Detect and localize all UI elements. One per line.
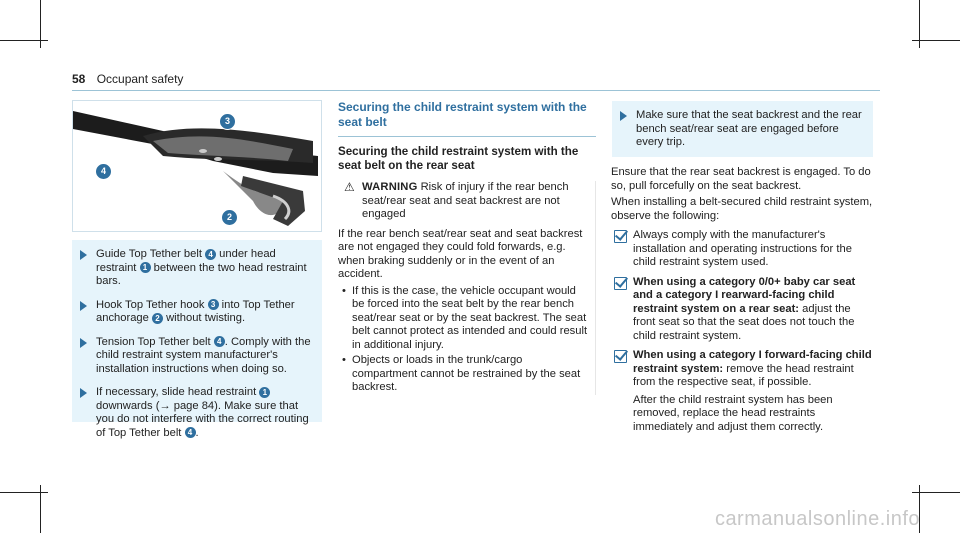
- crop-mark: [912, 40, 960, 41]
- warning-label: WARNING: [362, 181, 418, 193]
- warning-box: [338, 181, 596, 395]
- checklist-item: When using a category I forward-facing child restraint system: remove the head restraint from the respective seat, if possible. After the child restraint system has been removed, replace the head restraints immediately and adjust them correctly.: [611, 349, 873, 434]
- step-check-backrest: Make sure that the seat backrest and the rear bench seat/rear seat are engaged before every trip.: [612, 109, 865, 150]
- header-rule: [72, 90, 880, 91]
- top-tether-figure: [72, 100, 322, 232]
- paragraph: When installing a belt-secured child restraint system, observe the following:: [611, 196, 873, 222]
- instruction-note: [611, 100, 873, 158]
- callout-3: 3: [219, 113, 236, 130]
- callout-2: 2: [221, 209, 238, 226]
- checklist-item: When using a category 0/0+ baby car seat and a category I rearward-facing child restraint system on a rear seat: adjust the front seat so that the seat does not touch the child restraint system.: [611, 276, 873, 344]
- callout-4: 4: [214, 336, 225, 347]
- callout-4: 4: [205, 249, 216, 260]
- callout-3: 3: [208, 299, 219, 310]
- section-title: Securing the child restraint system with the seat belt: [338, 100, 587, 129]
- step-hook-tether: Hook Top Tether hook 3 into Top Tether anchorage 2 without twisting.: [72, 299, 314, 326]
- paragraph: After the child restraint system has been removed, replace the head restraints immediately and adjust them correctly.: [633, 393, 833, 433]
- checkbox-icon: [614, 350, 627, 363]
- section-rule: [338, 136, 596, 137]
- callout-1: 1: [259, 387, 270, 398]
- step-arrow-icon: [80, 301, 87, 311]
- step-guide-belt: Guide Top Tether belt 4 under head restraint 1 between the two head restraint bars.: [72, 248, 314, 289]
- step-arrow-icon: [80, 388, 87, 398]
- callout-4: 4: [185, 427, 196, 438]
- step-arrow-icon: [80, 338, 87, 348]
- left-column: [72, 100, 322, 439]
- crop-mark: [0, 492, 48, 493]
- warning-text: Risk of injury if the rear bench seat/rear seat and seat backrest are not engaged: [362, 181, 569, 220]
- warning-header: [338, 181, 589, 222]
- checkbox-icon: [614, 230, 627, 243]
- step-slide-head-restraint: If necessary, slide head restraint 1 downwards (→ page 84). Make sure that you do not interfere with the correct routing of Top Tether belt 4 .: [72, 386, 314, 440]
- checklist-item: Always comply with the manufacturer's installation and operating instructions for the child restraint system used.: [611, 229, 873, 270]
- warning-body: If the rear bench seat/rear seat and seat backrest are not engaged they could fold forwards, e.g. when braking suddenly or in the event of an accident.: [338, 227, 583, 280]
- instruction-steps: [72, 240, 322, 439]
- warning-triangle-icon: ⚠: [344, 180, 355, 194]
- step-tension-belt: Tension Top Tether belt 4 . Comply with the child restraint system manufacturer's installation instructions when doing so.: [72, 336, 314, 377]
- paragraph: Ensure that the rear seat backrest is engaged. To do so, pull forcefully on the seat backrest.: [611, 166, 871, 192]
- checkbox-icon: [614, 277, 627, 290]
- subsection-title: Securing the child restraint system with the seat belt on the rear seat: [338, 145, 579, 172]
- page-number: 58: [72, 72, 86, 86]
- section-name: Occupant safety: [96, 72, 184, 86]
- step-arrow-icon: [80, 250, 87, 260]
- middle-column: [338, 100, 596, 395]
- callout-4: 4: [95, 163, 112, 180]
- crop-mark: [912, 492, 960, 493]
- warning-bullet: • Objects or loads in the trunk/cargo compartment cannot be restrained by the seat backrest.: [338, 354, 589, 395]
- callout-2: 2: [152, 313, 163, 324]
- warning-bullet: • If this is the case, the vehicle occupant would be forced into the seat belt by the rear bench seat/rear seat or by the seat backrest. The seat belt cannot protect as intended and could result in additional injury.: [338, 285, 589, 353]
- crop-mark: [0, 40, 48, 41]
- right-column: [611, 100, 873, 434]
- callout-1: 1: [140, 262, 151, 273]
- watermark: carmanualsonline.info: [714, 508, 920, 530]
- step-arrow-icon: [620, 111, 627, 121]
- page-header: [72, 72, 183, 86]
